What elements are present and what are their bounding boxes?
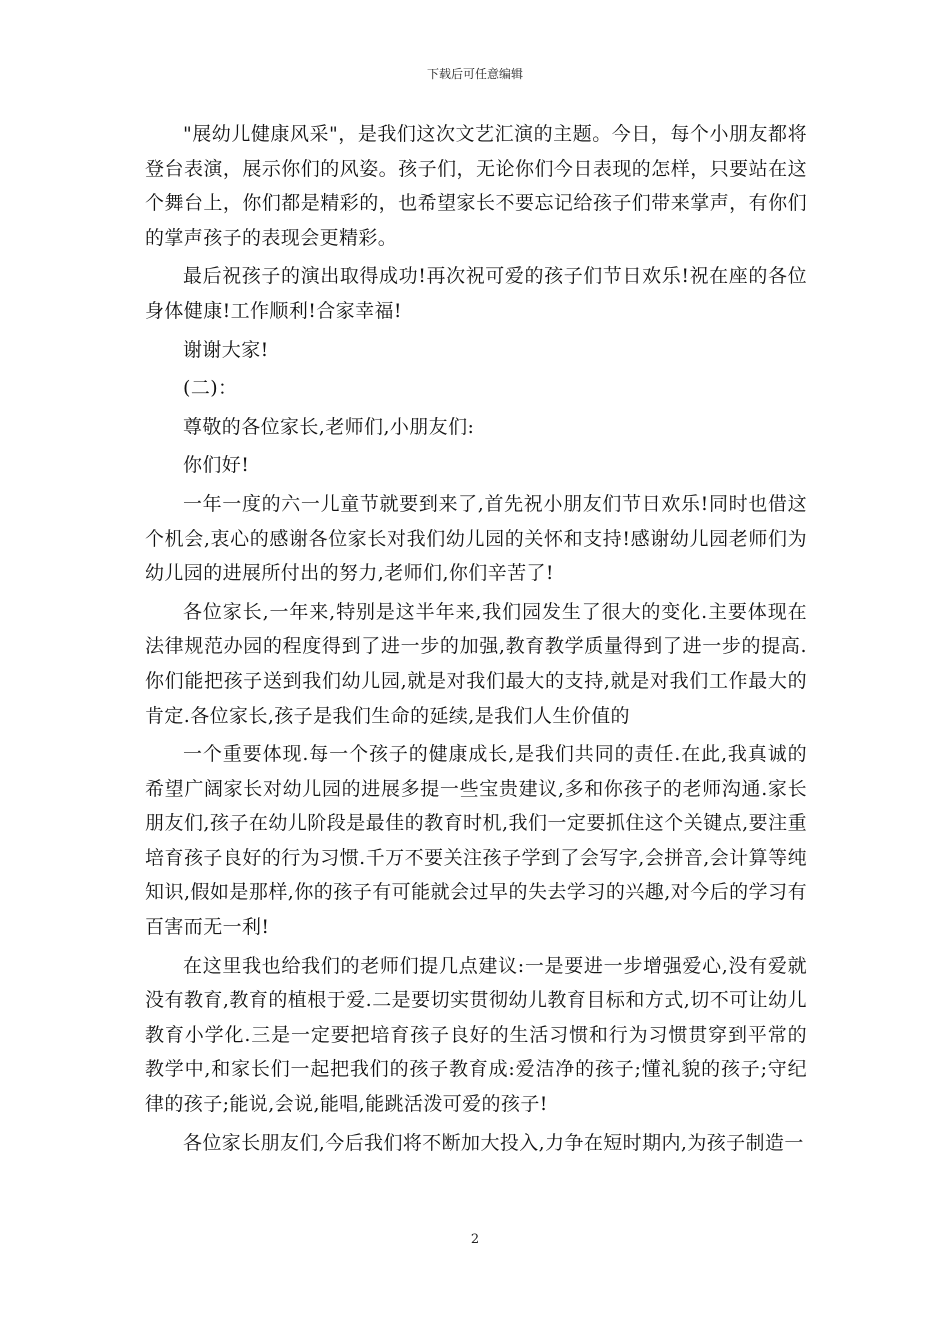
- paragraph: 各位家长,一年来,特别是这半年来,我们园发生了很大的变化.主要体现在法律规范办园的程度得到了进一步的加强,教育教学质量得到了进一步的提高.你们能把孩子送到我们幼儿园,就是对我们最大的支持,就是对我们工作最大的肯定.各位家长,孩子是我们生命的延续,是我们人生价值的: [145, 600, 807, 727]
- paragraph: 谢谢大家!: [183, 338, 269, 361]
- paragraph: "展幼儿健康风采"，是我们这次文艺汇演的主题。今日，每个小朋友都将登台表演，展示你们的风姿。孩子们，无论你们今日表现的怎样，只要站在这个舞台上，你们都是精彩的，也希望家长不要忘记给孩子们带来掌声，有你们的掌声孩子的表现会更精彩。: [145, 123, 807, 249]
- paragraph: (二)：: [183, 377, 238, 400]
- paragraph: 在这里我也给我们的老师们提几点建议:一是要进一步增强爱心,没有爱就没有教育,教育的植根于爱.二是要切实贯彻幼儿教育目标和方式,切不可让幼儿教育小学化.三是一定要把培育孩子良好的生活习惯和行为习惯贯穿到平常的教学中,和家长们一起把我们的孩子教育成:爱洁净的孩子;懂礼貌的孩子;守纪律的孩子;能说,会说,能唱,能跳活泼可爱的孩子!: [145, 954, 807, 1116]
- paragraph: 最后祝孩子的演出取得成功!再次祝可爱的孩子们节日欢乐!祝在座的各位身体健康!工作顺利!合家幸福!: [145, 265, 807, 322]
- document-body: [145, 117, 807, 1164]
- paragraph: 一年一度的六一儿童节就要到来了,首先祝小朋友们节日欢乐!同时也借这个机会,衷心的感谢各位家长对我们幼儿园的关怀和支持!感谢幼儿园老师们为幼儿园的进展所付出的努力,老师们,你们辛苦了!: [145, 492, 807, 585]
- paragraph: 你们好!: [183, 454, 250, 477]
- paragraph: 一个重要体现.每一个孩子的健康成长,是我们共同的责任.在此,我真诚的希望广阔家长对幼儿园的进展多提一些宝贵建议,多和你孩子的老师沟通.家长朋友们,孩子在幼儿阶段是最佳的教育时机,我们一定要抓住这个关键点,要注重培育孩子良好的行为习惯.千万不要关注孩子学到了会写字,会拼音,会计算等纯知识,假如是那样,你的孩子有可能就会过早的失去学习的兴趣,对今后的学习有百害而无一利!: [145, 743, 807, 939]
- paragraph: 各位家长朋友们,今后我们将不断加大投入,力争在短时期内,为孩子制造一: [183, 1131, 804, 1154]
- page-header: 下载后可任意编辑: [426, 67, 523, 81]
- paragraph: 尊敬的各位家长,老师们,小朋友们:: [183, 415, 475, 438]
- page-number: 2: [470, 1232, 480, 1247]
